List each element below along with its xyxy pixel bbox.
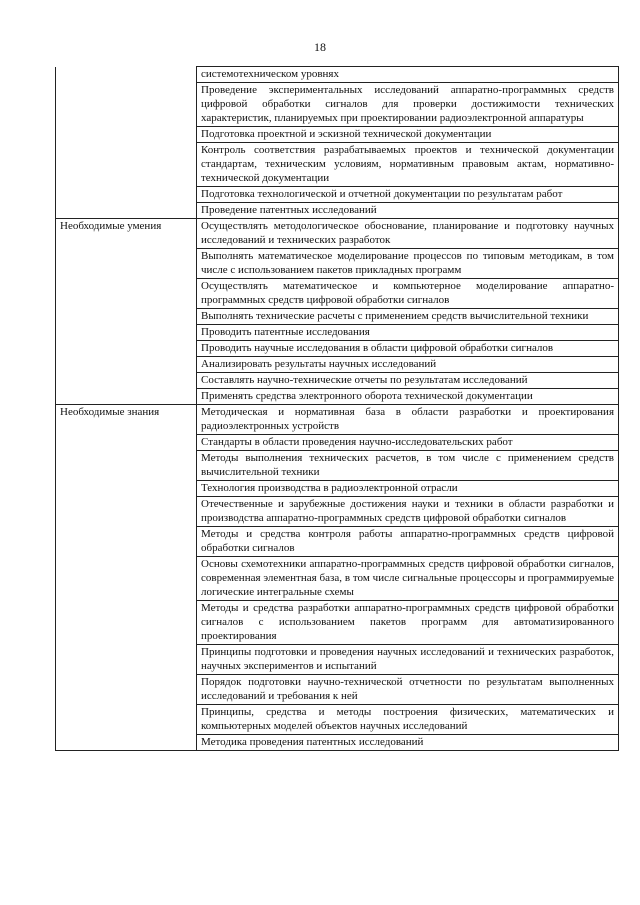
- table-cell-item: Принципы подготовки и проведения научных исследований и технических разработок, научных экспериментов и испытаний: [197, 645, 619, 675]
- section-label-cell: [56, 527, 197, 557]
- section-label-cell: [56, 451, 197, 481]
- section-label: Необходимые умения: [56, 219, 197, 249]
- table-row: [56, 675, 619, 705]
- table-row: [56, 249, 619, 279]
- section-label-cell: [56, 83, 197, 127]
- section-label-cell: [56, 279, 197, 309]
- section-label-cell: [56, 601, 197, 645]
- section-label-cell: [56, 67, 197, 83]
- table-row: [56, 645, 619, 675]
- table-row: [56, 527, 619, 557]
- section-label: Необходимые знания: [56, 405, 197, 435]
- table-row: [56, 67, 619, 83]
- table-cell-item: Проведение патентных исследований: [197, 203, 619, 219]
- table-cell-item: Технология производства в радиоэлектронной отрасли: [197, 481, 619, 497]
- section-label-cell: [56, 187, 197, 203]
- table-row: [56, 389, 619, 405]
- section-label-cell: [56, 203, 197, 219]
- table-cell-item: Порядок подготовки научно-технической отчетности по результатам выполненных исследований и требования к ней: [197, 675, 619, 705]
- table-row: [56, 279, 619, 309]
- table-cell-item: Методы и средства разработки аппаратно-программных средств цифровой обработки сигналов с использованием пакетов программ для автоматизированного проектирования: [197, 601, 619, 645]
- table-cell-item: Принципы, средства и методы построения физических, математических и компьютерных моделей объектов научных исследований: [197, 705, 619, 735]
- table-row: [56, 451, 619, 481]
- table-cell-item: Подготовка технологической и отчетной документации по результатам работ: [197, 187, 619, 203]
- table-cell-item: Стандарты в области проведения научно-исследовательских работ: [197, 435, 619, 451]
- table-row: [56, 557, 619, 601]
- section-label-cell: [56, 435, 197, 451]
- table-row: [56, 735, 619, 751]
- table-cell-item: Осуществлять математическое и компьютерное моделирование аппаратно-программных средств цифровой обработки сигналов: [197, 279, 619, 309]
- table-row: [56, 187, 619, 203]
- table-row: [56, 219, 619, 249]
- table-row: [56, 601, 619, 645]
- table-cell-item: Отечественные и зарубежные достижения науки и техники в области разработки и производства аппаратно-программных средств цифровой обработки сигналов: [197, 497, 619, 527]
- table-row: [56, 435, 619, 451]
- table-cell-item: Составлять научно-технические отчеты по результатам исследований: [197, 373, 619, 389]
- requirements-table-body: [56, 67, 619, 751]
- section-label-cell: [56, 249, 197, 279]
- section-label-cell: [56, 325, 197, 341]
- table-cell-item: Методы и средства контроля работы аппаратно-программных средств цифровой обработки сигналов: [197, 527, 619, 557]
- table-row: [56, 357, 619, 373]
- section-label-cell: [56, 735, 197, 751]
- section-label-cell: [56, 497, 197, 527]
- section-label-cell: [56, 373, 197, 389]
- requirements-table: [55, 66, 619, 751]
- table-cell-item: Выполнять математическое моделирование процессов по типовым методикам, в том числе с использованием пакетов прикладных программ: [197, 249, 619, 279]
- table-cell-item: системотехническом уровнях: [197, 67, 619, 83]
- table-row: [56, 83, 619, 127]
- section-label-cell: [56, 341, 197, 357]
- page-number: 18: [314, 40, 326, 54]
- table-row: [56, 127, 619, 143]
- section-label-cell: [56, 309, 197, 325]
- table-cell-item: Контроль соответствия разрабатываемых проектов и технической документации стандартам, техническим условиям, нормативным правовым актам, нормативно-технической документации: [197, 143, 619, 187]
- section-label-cell: [56, 357, 197, 373]
- section-label-cell: [56, 675, 197, 705]
- table-row: [56, 405, 619, 435]
- table-cell-item: Анализировать результаты научных исследований: [197, 357, 619, 373]
- table-row: [56, 497, 619, 527]
- section-label-cell: [56, 645, 197, 675]
- table-row: [56, 481, 619, 497]
- section-label-cell: [56, 143, 197, 187]
- table-cell-item: Методы выполнения технических расчетов, в том числе с применением средств вычислительной техники: [197, 451, 619, 481]
- table-row: [56, 341, 619, 357]
- table-cell-item: Подготовка проектной и эскизной технической документации: [197, 127, 619, 143]
- table-cell-item: Методика проведения патентных исследований: [197, 735, 619, 751]
- table-cell-item: Выполнять технические расчеты с применением средств вычислительной техники: [197, 309, 619, 325]
- table-row: [56, 705, 619, 735]
- table-cell-item: Осуществлять методологическое обоснование, планирование и подготовку научных исследований и технических разработок: [197, 219, 619, 249]
- table-cell-item: Применять средства электронного оборота технической документации: [197, 389, 619, 405]
- section-label-cell: [56, 705, 197, 735]
- table-cell-item: Проведение экспериментальных исследований аппаратно-программных средств цифровой обработки сигналов для проверки достижимости технических характеристик, планируемых при проектировании радиоэлектронной аппаратуры: [197, 83, 619, 127]
- table-row: [56, 373, 619, 389]
- section-label-cell: [56, 127, 197, 143]
- table-row: [56, 309, 619, 325]
- table-cell-item: Основы схемотехники аппаратно-программных средств цифровой обработки сигналов, современная элементная база, в том числе сигнальные процессоры и программируемые логические интегральные схемы: [197, 557, 619, 601]
- section-label-cell: [56, 389, 197, 405]
- table-cell-item: Методическая и нормативная база в области разработки и проектирования радиоэлектронных устройств: [197, 405, 619, 435]
- section-label-cell: [56, 557, 197, 601]
- table-row: [56, 325, 619, 341]
- table-cell-item: Проводить патентные исследования: [197, 325, 619, 341]
- table-row: [56, 203, 619, 219]
- section-label-cell: [56, 481, 197, 497]
- table-row: [56, 143, 619, 187]
- table-cell-item: Проводить научные исследования в области цифровой обработки сигналов: [197, 341, 619, 357]
